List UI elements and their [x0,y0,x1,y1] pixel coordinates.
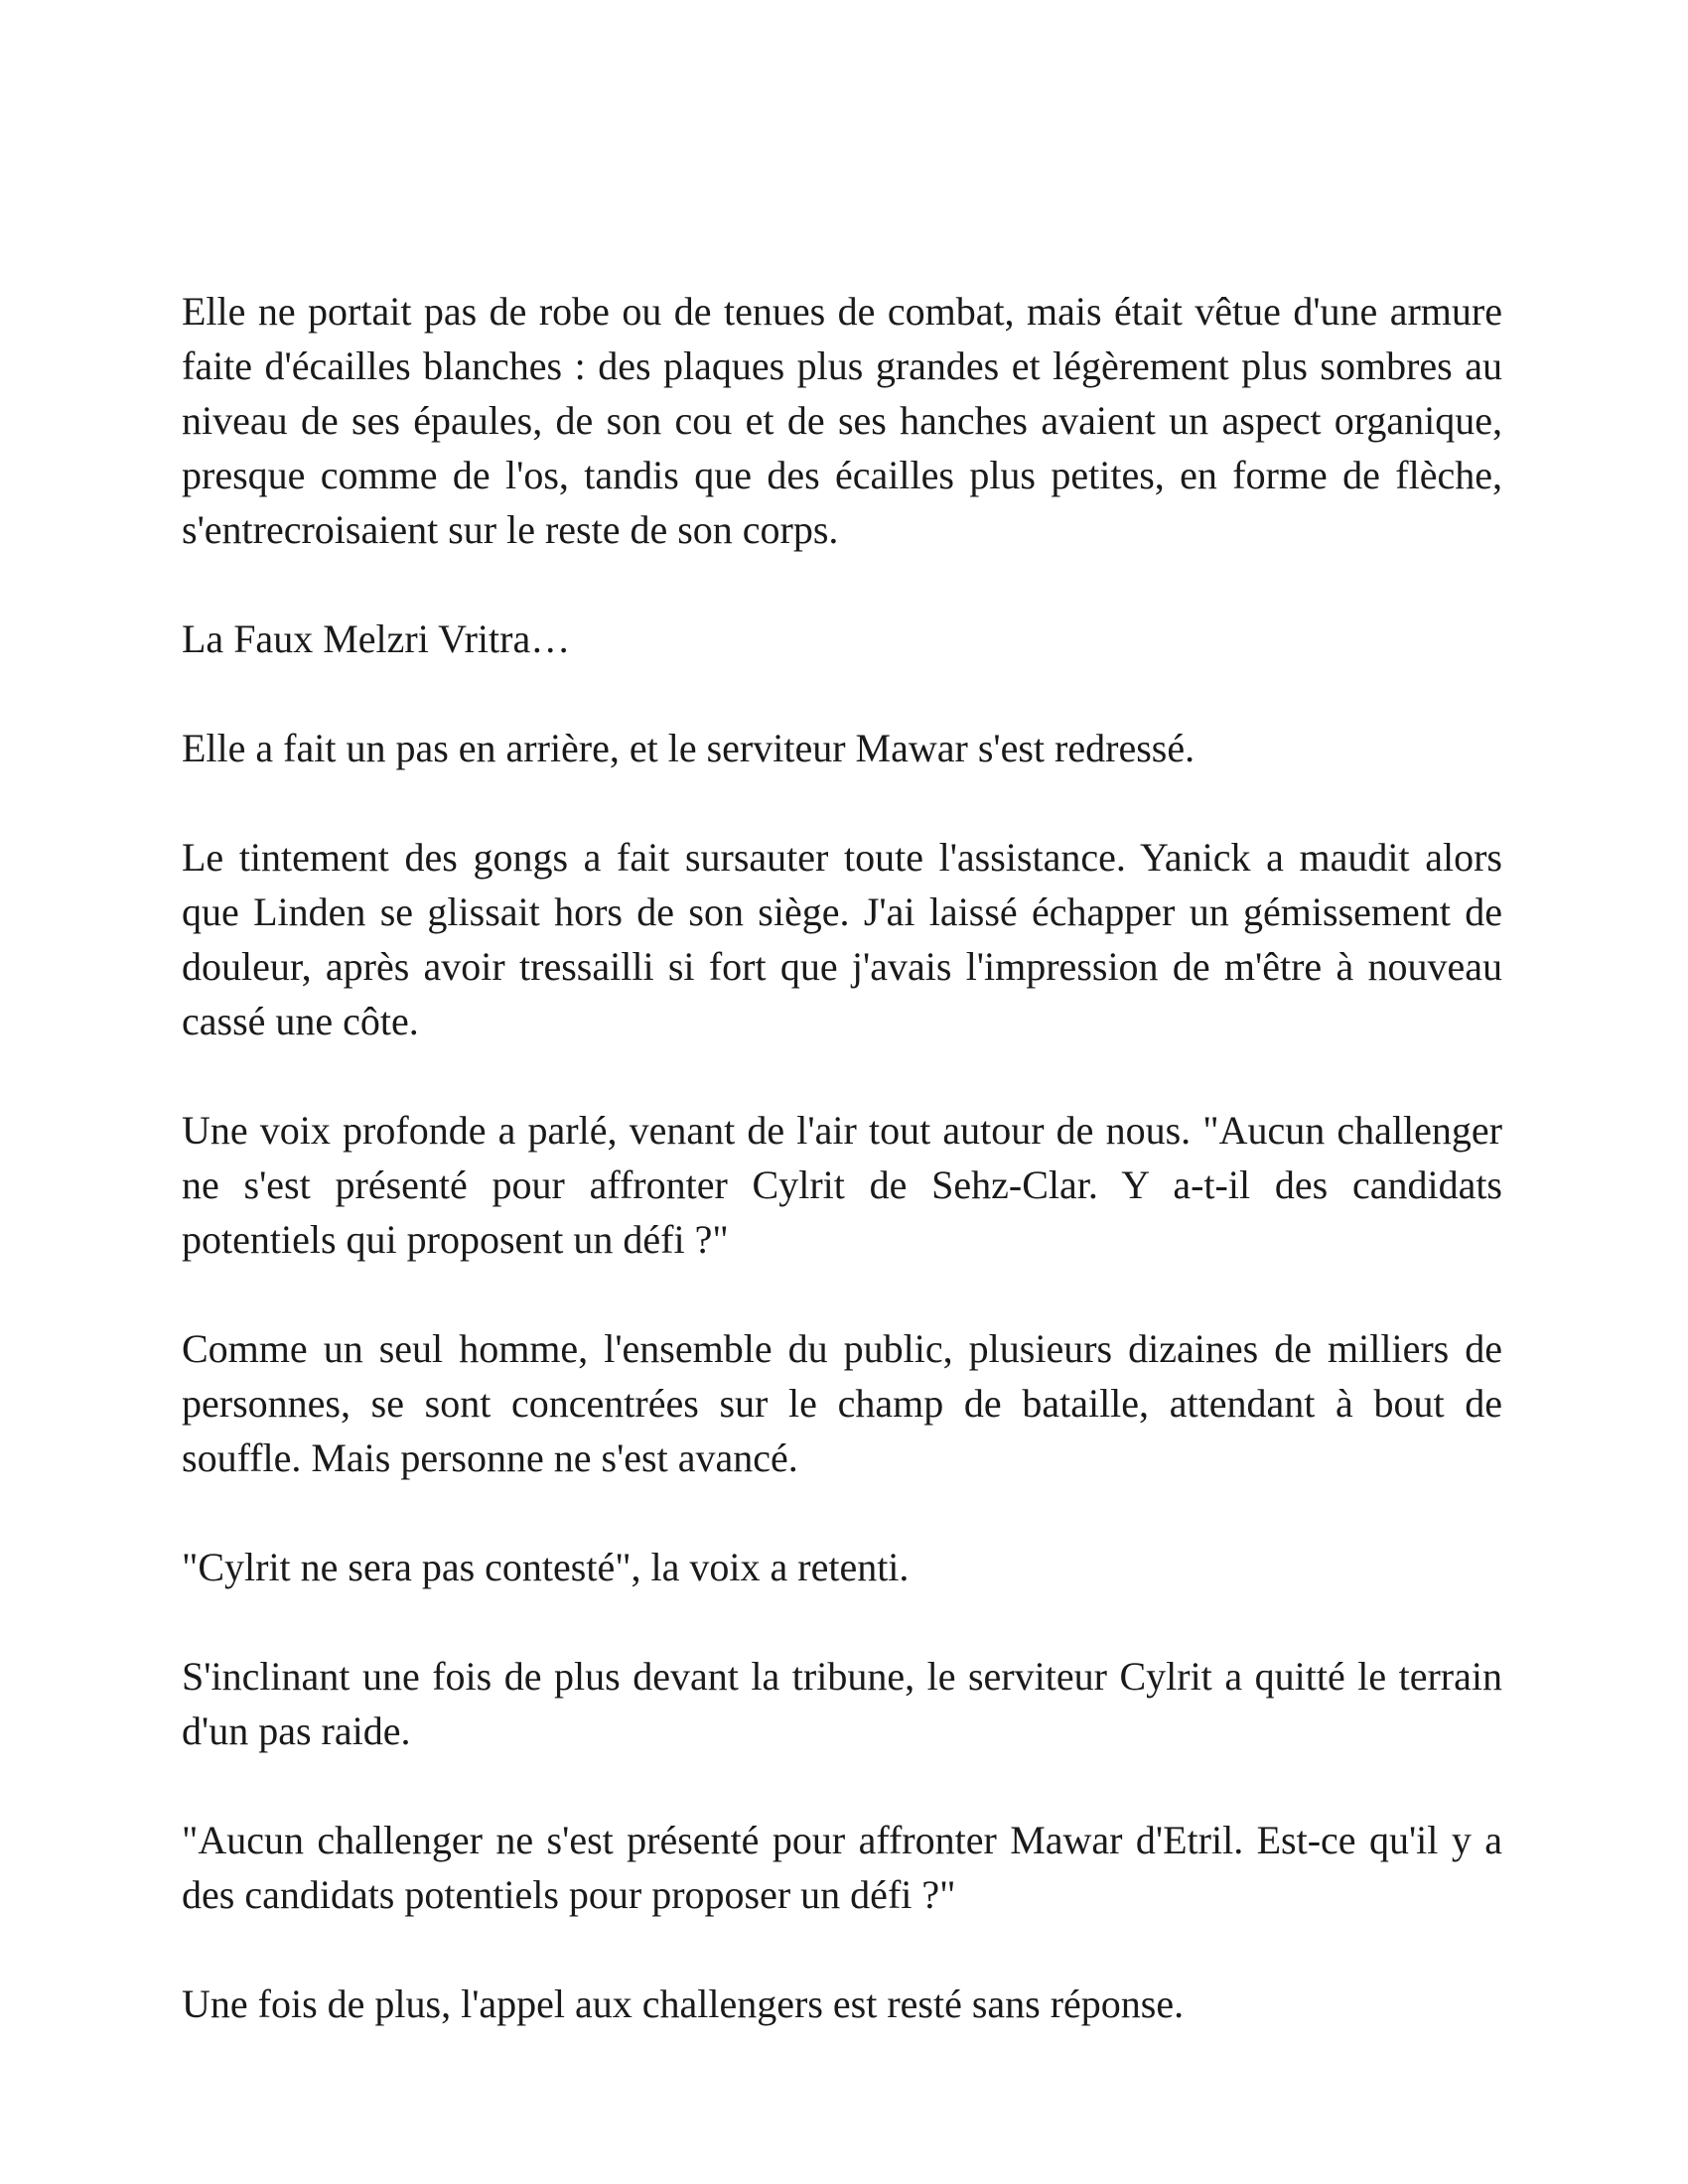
paragraph-not-contested: "Cylrit ne sera pas contesté", la voix a retenti. [182,1545,910,1589]
paragraph-cylrit-leaves: S'inclinant une fois de plus devant la tribune, le serviteur Cylrit a quitté le terrain d'un pas raide. [182,1654,1502,1753]
paragraph-gongs: Le tintement des gongs a fait sursauter toute l'assistance. Yanick a maudit alors que Linden se glissait hors de son siège. J'ai laissé échapper un gémissement de douleur, après avoir tressailli si fort que j'avais l'impression de m'être à nouveau cassé une côte. [182,835,1502,1043]
paragraph-no-answer: Une fois de plus, l'appel aux challengers est resté sans réponse. [182,1981,1185,2026]
paragraph-deep-voice: Une voix profonde a parlé, venant de l'air tout autour de nous. "Aucun challenger ne s'est présenté pour affronter Cylrit de Sehz-Clar. Y a-t-il des candidats potentiels qui proposent un défi ?" [182,1108,1502,1262]
paragraph-mawar-challenge: "Aucun challenger ne s'est présenté pour affronter Mawar d'Etril. Est-ce qu'il y a des candidats potentiels pour proposer un défi ?" [182,1818,1502,1917]
paragraph-melzri: La Faux Melzri Vritra… [182,616,571,661]
paragraph-step-back: Elle a fait un pas en arrière, et le serviteur Mawar s'est redressé. [182,726,1196,770]
paragraph-armor-description: Elle ne portait pas de robe ou de tenues de combat, mais était vêtue d'une armure faite d'écailles blanches : des plaques plus grandes et légèrement plus sombres au niveau de ses épaules, de son cou et de ses hanches avaient un aspect organique, presque comme de l'os, tandis que des écailles plus petites, en forme de flèche, s'entrecroisaient sur le reste de son corps. [182,289,1502,552]
paragraph-audience: Comme un seul homme, l'ensemble du public, plusieurs dizaines de milliers de personnes, se sont concentrées sur le champ de bataille, attendant à bout de souffle. Mais personne ne s'est avancé. [182,1326,1502,1480]
body-text [182,284,1502,2086]
